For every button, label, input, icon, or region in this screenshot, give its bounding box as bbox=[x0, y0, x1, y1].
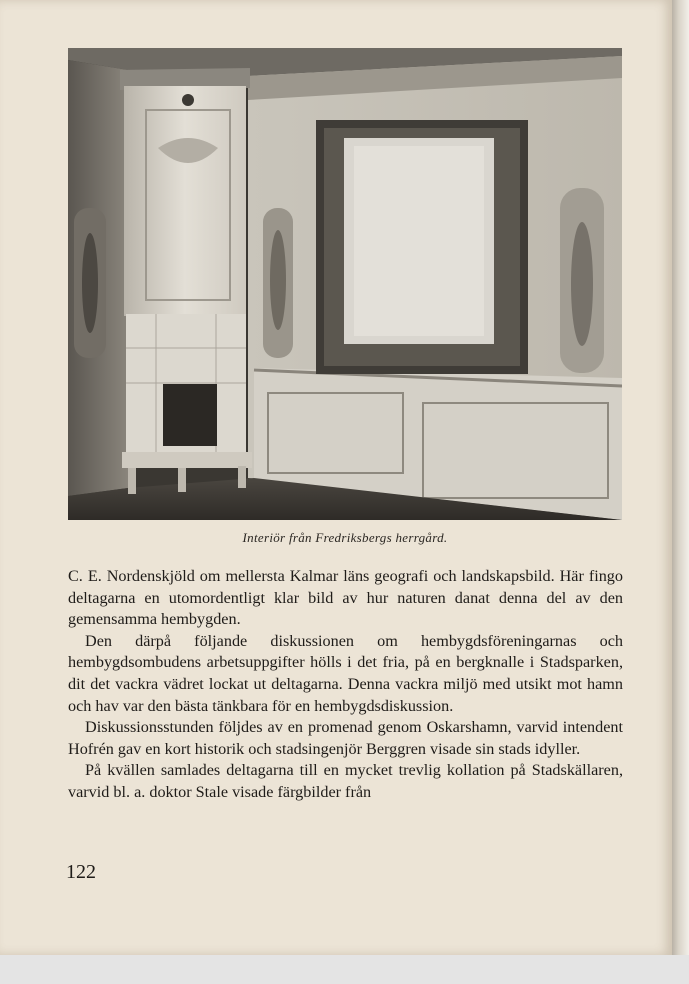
interior-photograph bbox=[68, 48, 622, 520]
photo-caption: Interiör från Fredriksbergs herrgård. bbox=[242, 530, 448, 545]
interior-photo-illustration bbox=[68, 48, 622, 520]
paragraph: Diskussionsstunden följdes av en promenad genom Oskarshamn, varvid intendent Hofrén gav en kort historik och stadsingenjör Berggren visade sin stads idyller. bbox=[68, 718, 623, 758]
page-number: 122 bbox=[66, 861, 96, 883]
paragraph: På kvällen samlades deltagarna till en mycket trevlig kollation på Stadskällaren, varvid bl. a. doktor Stale visade färgbilder från bbox=[68, 761, 623, 801]
page-edge bbox=[672, 0, 689, 955]
paragraph: Den därpå följande diskussionen om hembygdsföreningarnas och hembygdsombudens arbetsuppgifter hölls i det fria, på en bergknalle i Stadsparken, dit det vackra vädret lockat ut deltagarna. Denna vackra miljö med utsikt mot hamn och hav var den bästa tänkbara för en hembygdsdiskussion. bbox=[68, 631, 623, 715]
body-text bbox=[68, 566, 623, 804]
paragraph: C. E. Nordenskjöld om mellersta Kalmar läns geografi och landskapsbild. Här fingo deltagarna en utomordentligt klar bild av hur naturen danat denna del av den gemensamma hembygden. bbox=[68, 567, 623, 629]
